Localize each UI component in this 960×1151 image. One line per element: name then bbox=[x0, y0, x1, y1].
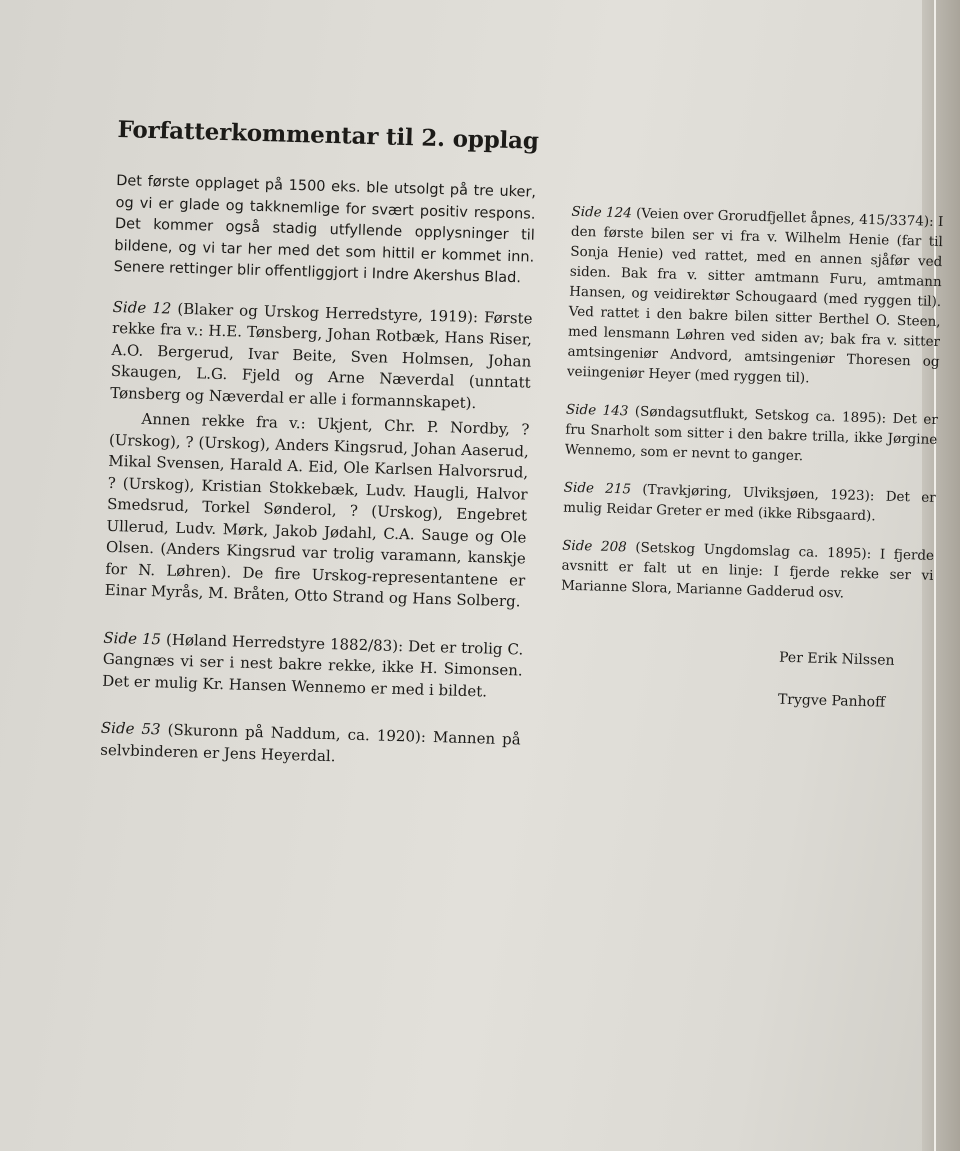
entry-ref: Side 53 bbox=[100, 718, 161, 739]
entry-body: Første rekke fra v.: H.E. Tønsberg, Johan Rotbæk, Hans Riser, A.O. Bergerud, Ivar Beite, Sven Holmsen, Johan Skaugen, L.G. Fjeld og Arne Næverdal (unntatt Tønsberg og Næverdal er alle i formannskapet). bbox=[110, 307, 533, 412]
entry-caption: (Veien over Grorudfjellet åpnes, 415/3374): bbox=[635, 205, 934, 230]
entry-ref: Side 12 bbox=[112, 297, 172, 318]
intro-paragraph: Det første opplaget på 1500 eks. ble utsolgt på tre uker, og vi er glade og takknemlige for svært positiv respons. Det kommer også stadig utfyllende opplysninger til bildene, og vi tar her med det som hittil er kommet inn. Senere rettinger blir offentliggjort i Indre Akershus Blad. bbox=[113, 172, 537, 287]
entry-caption: (Høland Herredstyre 1882/83): bbox=[165, 630, 404, 655]
entry-caption: (Blaker og Urskog Herredstyre, 1919): bbox=[177, 299, 479, 326]
entry-side-215 bbox=[563, 478, 936, 528]
entry-caption: (Skuronn på Naddum, ca. 1920): bbox=[167, 720, 427, 746]
entry-body: I den første bilen ser vi fra v. Wilhelm Henie (far til Sonja Henie) ved rattet, med en annen sjåfør ved siden. Bak fra v. sitter amtmann Furu, amtmann Hansen, og veidirektør Schougaard (med ryggen til). Ved rattet i den bakre bilen sitter Berthel O. Steen, med lensmann Løhren ved siden av; bak fra v. sitter amtsingeniør Andvord, amtsingeniør Thoresen og veiingeniør Heyer (med ryggen til). bbox=[566, 213, 944, 387]
entry-side-15 bbox=[102, 627, 524, 703]
entry-caption: (Travkjøring, Ulviksjøen, 1923): bbox=[642, 481, 875, 505]
signature-name: Trygve Panhoff bbox=[777, 691, 886, 711]
right-column bbox=[557, 202, 943, 736]
entry-side-208 bbox=[561, 536, 935, 606]
entry-side-143 bbox=[565, 400, 939, 470]
entry-side-124 bbox=[567, 202, 944, 392]
entry-side-12-continued: Annen rekke fra v.: Ukjent, Chr. P. Nordby, ? (Urskog), ? (Urskog), Anders Kingsrud, Johan Aaserud, Mikal Svensen, Harald A. Eid, Ole Karlsen Halvorsrud, ? (Urskog), Kristian Stokkebæk, Ludv. Haugli, Halvor Smedsrud, Torkel Sønderol, ? (Urskog), Engebret Ullerud, Ludv. Mørk, Jakob Jødahl, C.A. Sauge og Ole Olsen. (Anders Kingsrud var trolig varamann, kanskje for N. Løhren). De fire Urskog-representantene er Einar Myrås, M. Bråten, Otto Strand og Hans Solberg. bbox=[104, 409, 530, 611]
entry-body: Det er fru Snarholt som sitter i den bakre trilla, ikke Jørgine Wennemo, som er nevnt to ganger. bbox=[564, 410, 939, 465]
signature-block bbox=[778, 648, 932, 714]
entry-ref: Side 215 bbox=[563, 479, 632, 498]
page-content bbox=[99, 116, 947, 802]
entry-body: Det er trolig C. Gangnæs vi ser i nest bakre rekke, ikke H. Simonsen. Det er mulig Kr. Hansen Wennemo er med i bildet. bbox=[101, 636, 524, 701]
entry-body: Mannen på selvbinderen er Jens Heyerdal. bbox=[100, 728, 521, 765]
entry-ref: Side 208 bbox=[561, 537, 627, 556]
entry-body: Det er mulig Reidar Greter er med (ikke Ribsgaard). bbox=[563, 488, 936, 525]
left-column bbox=[99, 171, 536, 790]
signature-name: Per Erik Nilssen bbox=[778, 649, 895, 669]
entry-ref: Side 124 bbox=[571, 203, 633, 222]
entry-ref: Side 143 bbox=[565, 401, 629, 420]
entry-ref: Side 15 bbox=[103, 628, 162, 648]
entry-side-12 bbox=[110, 296, 533, 415]
entry-caption: (Søndagsutflukt, Setskog ca. 1895): bbox=[634, 403, 887, 427]
entry-caption: (Setskog Ungdomslag ca. 1895): bbox=[635, 539, 872, 563]
entry-side-53 bbox=[100, 718, 521, 773]
page-title: Forfatterkommentar til 2. opplag bbox=[117, 116, 540, 155]
entry-body: I fjerde avsnitt er falt ut en linje: I fjerde rekke ser vi Marianne Slora, Marianne Gadderud osv. bbox=[560, 546, 935, 602]
